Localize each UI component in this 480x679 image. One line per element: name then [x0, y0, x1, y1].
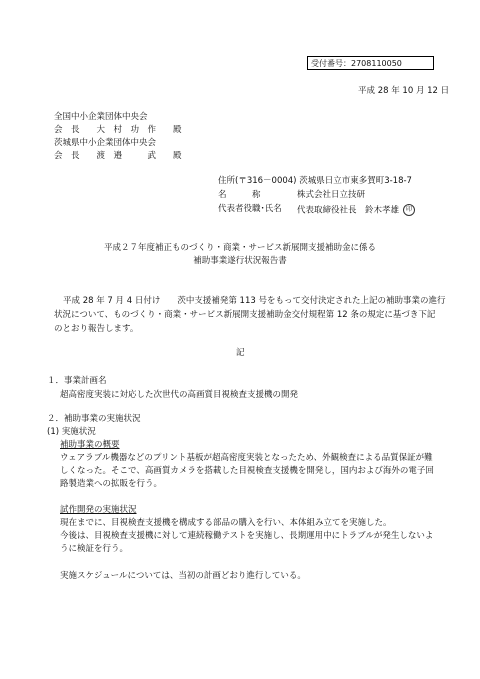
status-subheading: (1) 実施状況 [47, 427, 96, 437]
report-date: 平成 28 年 10 月 12 日 [358, 86, 450, 96]
applicant-address: 住所(〒316－0004) 茨城県日立市東多賀町3-18-7 [218, 176, 412, 186]
trial-line: 今後は、目視検査支援機に対して連続稼働テストを実施し、長期運用中にトラブルが発生しないよ [60, 531, 434, 541]
section2-heading: ２．補助事業の実施状況 [47, 414, 141, 424]
section1-heading: １．事業計画名 [47, 376, 107, 386]
ki-heading: 記 [236, 348, 245, 358]
trial-line: うに検証を行う。 [60, 544, 129, 554]
intro-line: 平成 28 年 7 月 4 日付け 茨中支援補発第 113 号をもって交付決定された上記の補助事業の進行 [63, 296, 446, 306]
representative-label: 代表者役職･氏名 [218, 204, 282, 214]
addressee-line: 全国中小企業団体中央会 [54, 112, 148, 122]
document-title-line2: 補助事業遂行状況報告書 [193, 256, 287, 266]
addressee-line: 会 長 大 村 功 作 殿 [54, 125, 182, 135]
overview-line: 路製造業への拡販を行う。 [60, 479, 163, 489]
intro-line: のとおり報告します。 [54, 324, 139, 334]
schedule-text: 実施スケジュールについては、当初の計画どおり進行している。 [60, 571, 306, 581]
applicant-name-label: 名 称 [218, 190, 261, 200]
overview-line: ウェアラブル機器などのプリント基板が超高密度実装となったため、外観検査による品質保証が難 [60, 453, 433, 463]
trial-line: 現在までに、目視検査支援機を構成する部品の購入を行い、本体組み立てを実施した。 [60, 518, 392, 528]
applicant-name: 株式会社日立技研 [297, 190, 366, 200]
overview-label: 補助事業の概要 [60, 440, 120, 450]
trial-label: 試作開発の実施状況 [60, 505, 137, 515]
project-name: 超高密度実装に対応した次世代の高画質目視検査支援機の開発 [60, 390, 299, 400]
representative-name-text: 代表取締役社長 鈴木孝雄 [297, 205, 400, 216]
document-title-line1: 平成２７年度補正ものづくり・商業・サービス新展開支援補助金に係る [103, 243, 376, 253]
addressee-line: 会 長 渡 邉 武 殿 [54, 151, 182, 161]
intro-line: 状況について、ものづくり・商業・サービス新展開支援補助金交付規程第 12 条の規定に基づき下記 [54, 310, 436, 320]
overview-line: しくなった。そこで、高画質カメラを搭載した目視検査支援機を開発し，国内および海外の電子回 [60, 466, 434, 476]
seal-mark: 印 [403, 204, 415, 216]
representative-name [297, 204, 415, 217]
addressee-line: 茨城県中小企業団体中央会 [54, 138, 157, 148]
receipt-number-box: 受付番号：2708110050 [307, 56, 434, 70]
